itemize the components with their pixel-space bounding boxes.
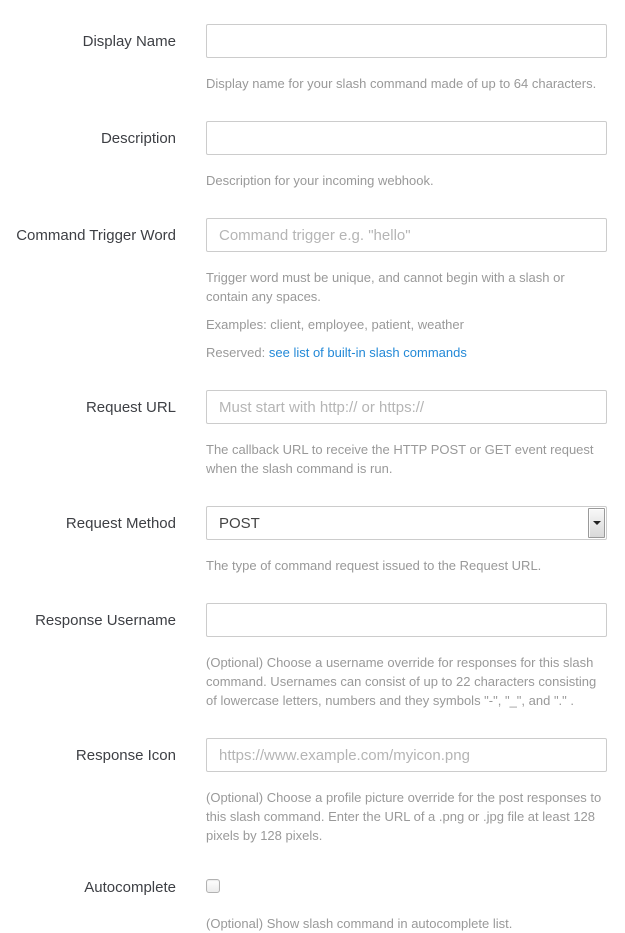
request-method-selected-value: POST — [219, 514, 260, 532]
form-group-display-name — [0, 24, 625, 93]
trigger-word-label: Command Trigger Word — [16, 227, 176, 244]
builtin-commands-link[interactable]: see list of built-in slash commands — [268, 345, 467, 360]
response-username-help: (Optional) Choose a username override for responses for this slash command. Usernames can consist of up to 22 characters consisting of lowercase letters, numbers and they symbols "-", "_", and "." . — [206, 655, 597, 708]
trigger-help-unique: Trigger word must be unique, and cannot begin with a slash or contain any spaces. — [206, 270, 565, 304]
display-name-help: Display name for your slash command made of up to 64 characters. — [206, 76, 597, 91]
form-group-autocomplete — [0, 873, 625, 933]
form-group-request-url — [0, 390, 625, 478]
description-label: Description — [100, 130, 176, 147]
display-name-input[interactable] — [206, 24, 607, 58]
trigger-word-input[interactable] — [206, 218, 607, 252]
response-username-label: Response Username — [35, 612, 176, 629]
request-url-input[interactable] — [206, 390, 607, 424]
response-icon-help: (Optional) Choose a profile picture override for the post responses to this slash command. Enter the URL of a .png or .jpg file at least 128 pixels by 128 pixels. — [206, 790, 602, 843]
form-group-response-username — [0, 603, 625, 710]
request-method-help: The type of command request issued to the Request URL. — [206, 558, 542, 573]
form-group-response-icon — [0, 738, 625, 845]
autocomplete-label: Autocomplete — [84, 879, 176, 896]
form-group-trigger-word — [0, 218, 625, 362]
request-method-select[interactable] — [206, 506, 607, 540]
form-group-description — [0, 121, 625, 190]
form-group-request-method — [0, 506, 625, 575]
chevron-down-icon[interactable] — [588, 508, 605, 538]
request-method-label: Request Method — [65, 515, 176, 532]
request-url-help: The callback URL to receive the HTTP POST or GET event request when the slash command is run. — [206, 442, 594, 476]
trigger-help-reserved — [206, 343, 607, 362]
display-name-label: Display Name — [82, 33, 176, 50]
description-input[interactable] — [206, 121, 607, 155]
reserved-prefix: Reserved: — [206, 345, 269, 360]
request-url-label: Request URL — [85, 399, 176, 416]
response-icon-input[interactable] — [206, 738, 607, 772]
trigger-help-examples: Examples: client, employee, patient, weather — [206, 317, 464, 332]
description-help: Description for your incoming webhook. — [206, 173, 434, 188]
autocomplete-help: (Optional) Show slash command in autocomplete list. — [206, 916, 513, 931]
response-username-input[interactable] — [206, 603, 607, 637]
response-icon-label: Response Icon — [75, 747, 176, 764]
autocomplete-checkbox[interactable] — [206, 879, 220, 893]
